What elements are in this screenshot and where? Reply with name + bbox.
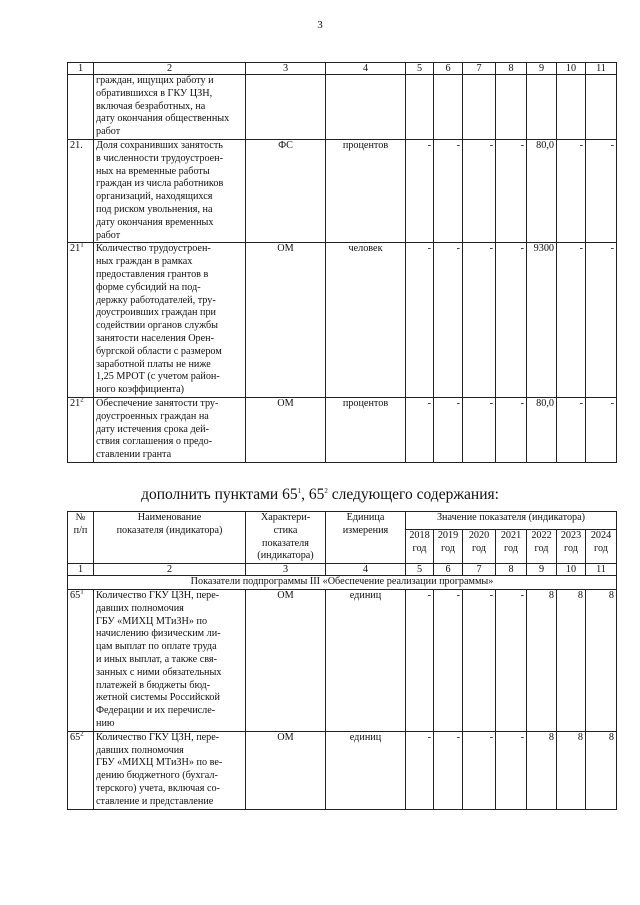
year-value-cell: 80,0 (527, 397, 557, 462)
year-value-cell: - (406, 139, 434, 242)
year-value-cell (496, 75, 527, 140)
header-row (68, 512, 617, 530)
indicator-characteristic (246, 75, 326, 140)
indicator-name (94, 75, 246, 140)
year-value-cell: - (434, 243, 463, 398)
indicator-name-line: Доля сохранивших занятость (96, 139, 223, 151)
header-unit-line: измерения (342, 524, 389, 536)
year-value-cell: 8 (557, 731, 586, 809)
row-number-sup: 2 (80, 731, 84, 738)
year-value-cell: - (557, 397, 586, 462)
header-year-word: год (412, 542, 427, 554)
indicator-characteristic: ОМ (246, 397, 326, 462)
header-year: 2024 (590, 529, 612, 541)
year-value-cell: 8 (586, 589, 617, 731)
year-value-cell: - (496, 589, 527, 731)
indicator-name-line: обратившихся в ГКУ ЦЗН, (96, 87, 213, 99)
row-number (68, 139, 94, 242)
page-number: 3 (317, 19, 323, 31)
indicator-name-line: работ (96, 126, 121, 138)
column-number-cell: 1 (68, 63, 94, 75)
year-value-cell: - (406, 731, 434, 809)
column-number-cell: 5 (406, 63, 434, 75)
indicator-name-line: занных с ними обязательных (96, 666, 222, 678)
column-number-cell: 11 (586, 63, 617, 75)
measurement-unit: единиц (326, 589, 406, 731)
indicator-name-line: включая безработных, на (96, 100, 206, 112)
indicator-name-line: дату истечения срока дей- (96, 423, 209, 435)
year-value-cell: - (434, 139, 463, 242)
year-value-cell: - (463, 589, 496, 731)
indicator-name-line: 1,25 МРОТ (с учетом район- (96, 371, 220, 383)
indicator-name-line: заработной платы не ниже (96, 358, 211, 370)
year-value-cell: - (463, 243, 496, 398)
indicator-name-line: Обеспечение занятости тру- (96, 397, 219, 409)
year-value-cell: - (406, 397, 434, 462)
header-unit (326, 512, 406, 564)
indicator-name-line: дату окончания временных (96, 216, 214, 228)
year-value-cell: - (434, 731, 463, 809)
year-value-cell: - (586, 243, 617, 398)
header-year-cell (557, 529, 586, 563)
row-number-base: 21 (70, 397, 81, 409)
header-year: 2019 (437, 529, 459, 541)
indicator-name-line: Количество трудоустроен- (96, 243, 211, 255)
row-number (68, 75, 94, 140)
indicator-name-line: работ (96, 229, 121, 241)
row-number-base: 21. (70, 139, 83, 151)
table-row (68, 75, 617, 140)
header-value-title: Значение показателя (индикатора) (406, 512, 617, 530)
measurement-unit: единиц (326, 731, 406, 809)
indicator-characteristic: ФС (246, 139, 326, 242)
header-year-word: год (504, 542, 518, 554)
row-number (68, 397, 94, 462)
indicator-name-line: ного коэффициента) (96, 384, 185, 396)
indicator-name-line: бургской области с размером (96, 345, 222, 357)
year-value-cell (406, 75, 434, 140)
column-number-cell: 2 (94, 63, 246, 75)
column-number-cell: 3 (246, 564, 326, 576)
indicator-name-line: организаций, находящихся (96, 191, 213, 203)
year-value-cell: - (496, 397, 527, 462)
year-value-cell: - (434, 589, 463, 731)
column-number-cell: 10 (557, 564, 586, 576)
year-value-cell: - (463, 397, 496, 462)
indicator-name-line: доустроенных граждан на (96, 410, 209, 422)
header-year: 2021 (500, 529, 522, 541)
indicator-table-continued (67, 62, 617, 463)
header-year-word: год (564, 542, 578, 554)
column-number-cell: 2 (94, 564, 246, 576)
indicator-name-line: и иных выплат, а также свя- (96, 653, 217, 665)
column-number-cell: 8 (496, 564, 527, 576)
indicator-name-line: платежей в бюджеты бюд- (96, 679, 211, 691)
year-value-cell (527, 75, 557, 140)
column-number-cell: 1 (68, 564, 94, 576)
indicator-name-line: ствия соглашения о предо- (96, 436, 213, 448)
year-value-cell: - (406, 243, 434, 398)
indicator-name-line: под риском увольнения, на (96, 203, 213, 215)
header-characteristic-line: Характери- (260, 512, 311, 523)
table-row (68, 731, 617, 809)
header-name-line: показателя (индикатора) (116, 524, 223, 536)
year-value-cell (557, 75, 586, 140)
header-name (94, 512, 246, 564)
year-value-cell: 8 (527, 589, 557, 731)
indicator-name (94, 731, 246, 809)
header-number-line: п/п (73, 524, 88, 536)
indicator-name-line: дению бюджетного (бухгал- (96, 770, 218, 782)
year-value-cell: 8 (557, 589, 586, 731)
year-value-cell: - (557, 243, 586, 398)
header-year-word: год (594, 542, 608, 554)
row-number-base: 65 (70, 731, 81, 743)
indicator-name-line: ных на временные работы (96, 165, 210, 177)
year-value-cell: 80,0 (527, 139, 557, 242)
section-title: Показатели подпрограммы III «Обеспечение реализации программы» (68, 576, 617, 590)
indicator-name (94, 397, 246, 462)
table-row (68, 139, 617, 242)
indicator-name-line: ГБУ «МИХЦ МТиЗН» по (96, 615, 208, 627)
indicator-name-line: дату окончания общественных (96, 113, 230, 125)
row-number (68, 731, 94, 809)
indicator-characteristic: ОМ (246, 243, 326, 398)
year-value-cell: - (406, 589, 434, 731)
table-row (68, 397, 617, 462)
indicator-name-line: предоставления грантов в (96, 268, 209, 280)
indicator-name-line: занятости населения Орен- (96, 332, 215, 344)
indicator-name-line: цам выплат по оплате труда (96, 641, 217, 653)
header-year-cell (463, 529, 496, 563)
header-year: 2022 (531, 529, 552, 541)
indicator-name-line: в численности трудоустроен- (96, 152, 224, 164)
column-number-cell: 4 (326, 63, 406, 75)
year-value-cell: - (496, 731, 527, 809)
year-value-cell: - (586, 397, 617, 462)
indicator-name-line: Количество ГКУ ЦЗН, пере- (96, 731, 220, 743)
indicator-name-line: держку работодателей, тру- (96, 294, 216, 306)
indicator-name-line: ГБУ «МИХЦ МТиЗН» по ве- (96, 757, 223, 769)
year-value-cell: 8 (527, 731, 557, 809)
year-value-cell: - (557, 139, 586, 242)
header-number-line: № (75, 512, 86, 523)
indicator-name-line: терского) учета, включая со- (96, 782, 220, 794)
header-name-line: Наименование (137, 512, 202, 523)
indicator-name-line: ставлении гранта (96, 449, 172, 461)
year-value-cell: 8 (586, 731, 617, 809)
measurement-unit: процентов (326, 139, 406, 242)
header-year-cell (434, 529, 463, 563)
year-value-cell: 9300 (527, 243, 557, 398)
row-number-base: 21 (70, 243, 81, 255)
year-value-cell (586, 75, 617, 140)
indicator-name (94, 139, 246, 242)
column-number-cell: 7 (463, 564, 496, 576)
indicator-name-line: ставление и представление (96, 795, 214, 807)
row-number-base: 65 (70, 589, 81, 601)
indicator-name-line: нию (96, 717, 115, 729)
year-value-cell: - (586, 139, 617, 242)
indicator-name-line: Количество ГКУ ЦЗН, пере- (96, 589, 220, 601)
column-number-cell: 6 (434, 564, 463, 576)
row-number-sup: 2 (80, 397, 84, 404)
header-characteristic-line: показателя (262, 537, 309, 549)
column-number-cell: 6 (434, 63, 463, 75)
indicator-name-line: граждан из числа работников (96, 178, 224, 190)
year-value-cell: - (434, 397, 463, 462)
header-year-cell (496, 529, 527, 563)
column-number-cell: 4 (326, 564, 406, 576)
header-year-cell (406, 529, 434, 563)
column-number-cell: 9 (527, 63, 557, 75)
year-value-cell: - (463, 139, 496, 242)
header-characteristic-line: (индикатора) (257, 550, 314, 562)
table-row (68, 589, 617, 731)
column-number-cell: 7 (463, 63, 496, 75)
header-unit-line: Единица (346, 512, 385, 523)
measurement-unit: человек (326, 243, 406, 398)
amendment-caption: дополнить пунктами $65^1$, $65^2$ следующего содержания: (141, 486, 499, 503)
column-number-cell: 10 (557, 63, 586, 75)
indicator-name-line: давших полномочия (96, 744, 184, 756)
year-value-cell: - (496, 243, 527, 398)
year-value-cell (434, 75, 463, 140)
header-number (68, 512, 94, 564)
row-number (68, 589, 94, 731)
header-year-cell (527, 529, 557, 563)
column-number-cell: 8 (496, 63, 527, 75)
row-number (68, 243, 94, 398)
section-row (68, 576, 617, 590)
header-year-word: год (472, 542, 486, 554)
indicator-characteristic: ОМ (246, 589, 326, 731)
column-number-cell: 5 (406, 564, 434, 576)
table-row (68, 243, 617, 398)
indicator-name-line: жетной системы Российской (96, 692, 220, 704)
header-year-cell (586, 529, 617, 563)
measurement-unit: процентов (326, 397, 406, 462)
header-year-word: год (441, 542, 455, 554)
indicator-name (94, 589, 246, 731)
header-year: 2020 (468, 529, 490, 541)
year-value-cell: - (463, 731, 496, 809)
column-number-row (68, 63, 617, 75)
indicator-name-line: ных граждан в рамках (96, 256, 193, 268)
year-value-cell: - (496, 139, 527, 242)
column-number-cell: 11 (586, 564, 617, 576)
header-characteristic (246, 512, 326, 564)
column-number-cell: 9 (527, 564, 557, 576)
column-number-cell: 3 (246, 63, 326, 75)
indicator-name-line: Федерации и их перечисле- (96, 705, 216, 717)
row-number-sup: 1 (80, 242, 84, 249)
year-value-cell (463, 75, 496, 140)
row-number-sup: 1 (80, 589, 84, 596)
indicator-name-line: содействии органов службы (96, 320, 219, 332)
indicator-name-line: граждан, ищущих работу и (96, 75, 214, 86)
header-characteristic-line: стика (273, 524, 298, 536)
indicator-name-line: доустроивших граждан при (96, 307, 217, 319)
indicator-name-line: форме субсидий на под- (96, 281, 201, 293)
indicator-table-new-items (67, 511, 617, 810)
header-year: 2023 (560, 529, 582, 541)
header-year: 2018 (409, 529, 430, 541)
indicator-name-line: давших полномочия (96, 602, 184, 614)
header-year-word: год (534, 542, 549, 554)
column-number-row (68, 564, 617, 576)
indicator-characteristic: ОМ (246, 731, 326, 809)
measurement-unit (326, 75, 406, 140)
indicator-name-line: начислению физическим ли- (96, 628, 221, 640)
indicator-name (94, 243, 246, 398)
